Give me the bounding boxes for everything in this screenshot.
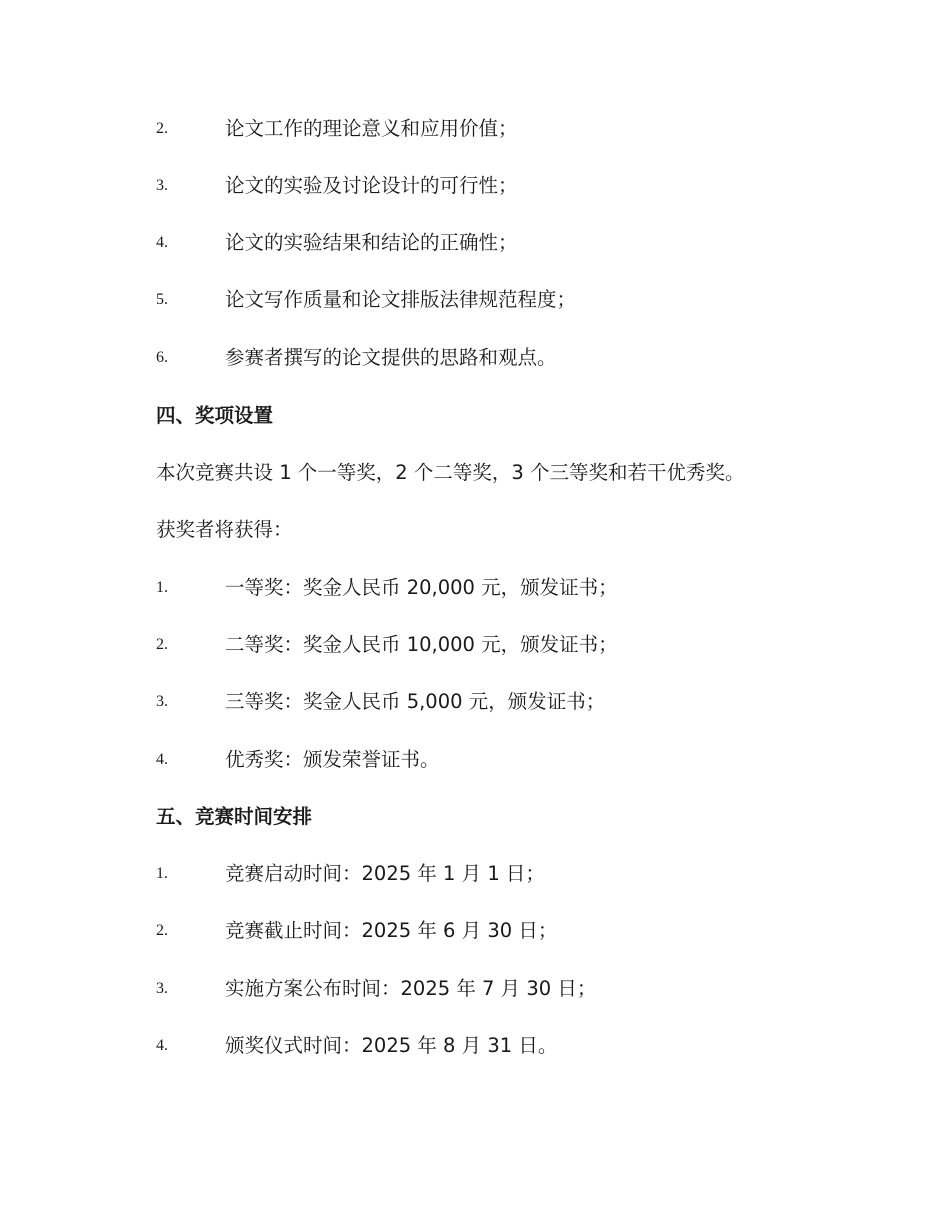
list-text: 颁奖仪式时间：2025 年 8 月 31 日。 xyxy=(225,1034,558,1057)
list-number: 2. xyxy=(156,636,168,653)
list-number: 4. xyxy=(156,1037,168,1054)
list-number: 4. xyxy=(156,234,168,251)
list-text: 论文工作的理论意义和应用价值； xyxy=(225,117,518,140)
list-text: 实施方案公布时间：2025 年 7 月 30 日； xyxy=(225,977,597,1000)
awards-lead-text: 获奖者将获得： xyxy=(156,518,293,541)
list-number: 1. xyxy=(156,865,168,882)
list-number: 4. xyxy=(156,751,168,768)
list-number: 3. xyxy=(156,980,168,997)
list-number: 5. xyxy=(156,291,168,308)
list-text: 竞赛启动时间：2025 年 1 月 1 日； xyxy=(225,862,545,885)
list-number: 1. xyxy=(156,579,168,596)
list-text: 论文的实验结果和结论的正确性； xyxy=(225,231,518,254)
list-text: 论文的实验及讨论设计的可行性； xyxy=(225,174,518,197)
list-number: 6. xyxy=(156,349,168,366)
list-text: 参赛者撰写的论文提供的思路和观点。 xyxy=(225,346,557,369)
list-number: 3. xyxy=(156,693,168,710)
list-text: 优秀奖：颁发荣誉证书。 xyxy=(225,748,440,771)
list-number: 3. xyxy=(156,177,168,194)
list-number: 2. xyxy=(156,120,168,137)
list-number: 2. xyxy=(156,922,168,939)
list-text: 一等奖：奖金人民币 20,000 元，颁发证书； xyxy=(225,576,618,599)
section-heading-awards: 四、奖项设置 xyxy=(156,404,274,427)
list-text: 论文写作质量和论文排版法律规范程度； xyxy=(225,288,577,311)
list-text: 二等奖：奖金人民币 10,000 元，颁发证书； xyxy=(225,633,618,656)
list-text: 竞赛截止时间：2025 年 6 月 30 日； xyxy=(225,919,558,942)
section-heading-schedule: 五、竞赛时间安排 xyxy=(156,805,313,828)
awards-intro-paragraph: 本次竞赛共设 1 个一等奖，2 个二等奖，3 个三等奖和若干优秀奖。 xyxy=(156,461,745,484)
list-text: 三等奖：奖金人民币 5,000 元，颁发证书； xyxy=(225,690,606,713)
